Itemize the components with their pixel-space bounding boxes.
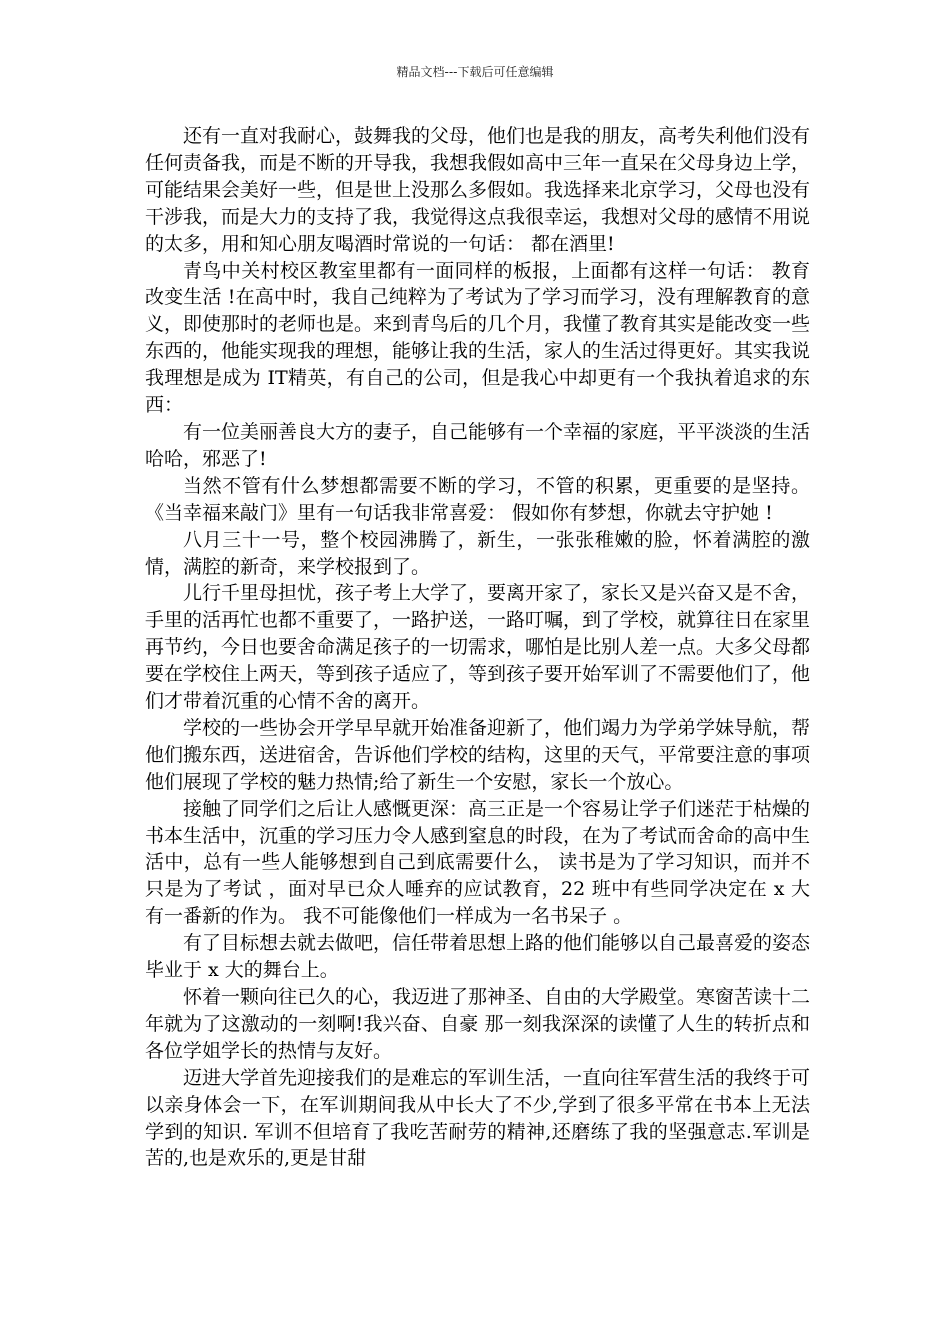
document-body	[145, 123, 810, 1172]
paragraph-7: 学校的一些协会开学早早就开始准备迎新了，他们竭力为学弟学妹导航，帮他们搬东西，送进宿舍，告诉他们学校的结构，这里的天气，平常要注意的事项 他们展现了学校的魅力热情;给了新生一个安慰，家长一个放心。	[145, 716, 811, 793]
paragraph-11: 迈进大学首先迎接我们的是难忘的军训生活，一直向往军营生活的我终于可以亲身体会一下，在军训期间我从中长大了不少,学到了很多平常在书本上无法学到的知识. 军训不但培育了我吃苦耐劳的精神,还磨练了我的坚强意志.军训是苦的,也是欢乐的,更是甘甜	[145, 1066, 811, 1170]
page-header: 精品文档---下载后可任意编辑	[396, 65, 554, 79]
paragraph-8: 接触了同学们之后让人感慨更深：高三正是一个容易让学子们迷茫于枯燥的书本生活中，沉重的学习压力令人感到窒息的时段，在为了考试而舍命的高中生活中，总有一些人能够想到自己到底需要什么， 读书是为了学习知识，而并不只是为了考试 ，面对早已众人唾弃的应试教育，22 班中有些同学决定在 x 大有一番新的作为。 我不可能像他们一样成为一名书呆子 。	[145, 797, 811, 928]
paragraph-6: 儿行千里母担忧，孩子考上大学了，要离开家了，家长又是兴奋又是不舍，手里的活再忙也都不重要了，一路护送，一路叮嘱，到了学校，就算往日在家里再节约，今日也要舍命满足孩子的一切需求，哪怕是比别人差一点。大多父母都要在学校住上两天，等到孩子适应了，等到孩子要开始军训了不需要他们了，他们才带着沉重的心情不舍的离开。	[145, 582, 811, 713]
paragraph-5: 八月三十一号，整个校园沸腾了，新生，一张张稚嫩的脸，怀着满腔的激情，满腔的新奇，来学校报到了。	[145, 528, 810, 578]
paragraph-3: 有一位美丽善良大方的妻子，自己能够有一个幸福的家庭，平平淡淡的生活 哈哈，邪恶了!	[145, 420, 811, 470]
paragraph-10: 怀着一颗向往已久的心，我迈进了那神圣、自由的大学殿堂。寒窗苦读十二年就为了这激动的一刻啊!我兴奋、自豪 那一刻我深深的读懂了人生的转折点和各位学姐学长的热情与友好。	[145, 986, 811, 1062]
paragraph-4: 当然不管有什么梦想都需要不断的学习，不管的积累，更重要的是坚持。《当幸福来敲门》里有一句话我非常喜爱： 假如你有梦想，你就去守护她 !	[145, 474, 810, 524]
paragraph-1: 还有一直对我耐心，鼓舞我的父母，他们也是我的朋友，高考失利他们没有任何责备我，而是不断的开导我，我想我假如高中三年一直呆在父母身边上学，可能结果会美好一些，但是世上没那么多假如。我选择来北京学习，父母也没有干涉我，而是大力的支持了我，我觉得这点我很幸运，我想对父母的感情不用说的太多，用和知心朋友喝酒时常说的一句话： 都在酒里!	[145, 125, 811, 255]
paragraph-9: 有了目标想去就去做吧，信任带着思想上路的他们能够以自己最喜爱的姿态毕业于 x 大的舞台上。	[145, 932, 811, 982]
paragraph-2: 青鸟中关村校区教室里都有一面同样的板报，上面都有这样一句话： 教育改变生活 !在高中时，我自己纯粹为了考试为了学习而学习，没有理解教育的意义，即使那时的老师也是。来到青鸟后的几个月，我懂了教育其实是能改变一些东西的，他能实现我的理想，能够让我的生活，家人的生活过得更好。其实我说我理想是成为 IT精英，有自己的公司，但是我心中却更有一个我执着追求的东西：	[145, 259, 811, 417]
